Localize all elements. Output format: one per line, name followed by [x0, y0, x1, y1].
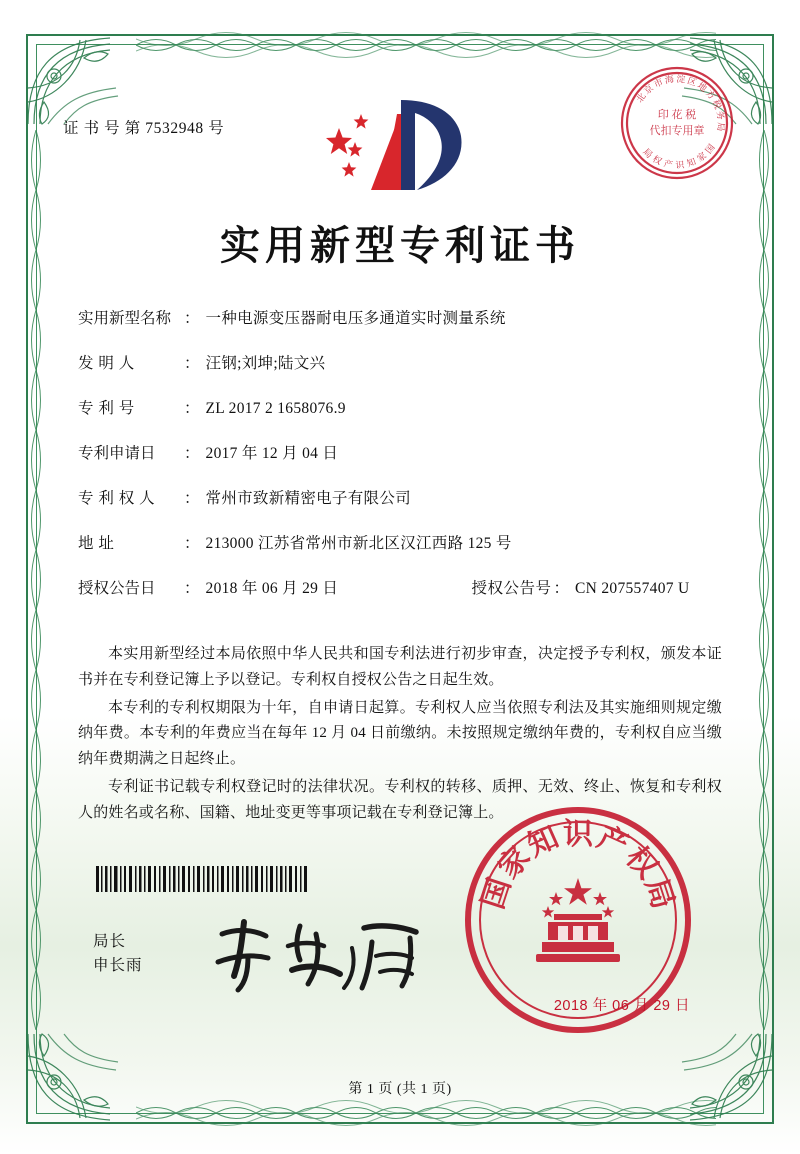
field-row-patentee	[78, 486, 722, 508]
svg-text:产: 产	[592, 820, 634, 864]
handwritten-signature-icon	[204, 912, 454, 998]
field-value: 213000 江苏省常州市新北区汉江西路 125 号	[205, 535, 512, 552]
svg-text:识: 识	[675, 159, 685, 171]
legal-paragraph: 本专利的专利权期限为十年，自申请日起算。专利权人应当依照专利法及其实施细则规定缴纳年费。本专利的年费应当在每年 12 月 04 日前缴纳。未按照规定缴纳年费的，专利权自应当缴纳年费期满之日起终止。	[78, 699, 722, 768]
field-value-announcement-number: CN 207557407 U	[575, 580, 690, 597]
field-label: 专 利 号	[78, 400, 135, 417]
field-colon: ：	[184, 310, 200, 327]
field-value: 一种电源变压器耐电压多通道实时测量系统	[205, 310, 506, 327]
svg-text:务: 务	[714, 110, 727, 121]
certificate-fields	[78, 306, 722, 621]
svg-text:税: 税	[710, 98, 724, 111]
svg-text:家: 家	[695, 150, 709, 164]
field-colon: ：	[184, 445, 200, 462]
certificate-content	[36, 44, 764, 1114]
svg-text:淀: 淀	[675, 73, 686, 85]
svg-text:产: 产	[662, 158, 674, 170]
field-colon: ：	[184, 400, 200, 417]
field-row-grant-announcement	[78, 576, 722, 598]
svg-text:京: 京	[642, 82, 656, 97]
field-row-application-date	[78, 441, 722, 463]
legal-paragraph: 专利证书记载专利权登记时的法律状况。专利权的转移、质押、无效、终止、恢复和专利权人的姓名或名称、国籍、地址变更等事项记载在专利登记簿上。	[78, 778, 722, 821]
barcode-icon	[96, 866, 308, 892]
field-value: ZL 2017 2 1658076.9	[205, 400, 346, 417]
svg-text:国: 国	[476, 874, 518, 913]
field-label: 专利申请日	[78, 445, 156, 462]
svg-text:权: 权	[619, 840, 664, 885]
field-label-announcement-number: 授权公告号	[471, 580, 552, 597]
svg-text:海: 海	[664, 73, 675, 86]
svg-text:局: 局	[638, 874, 680, 913]
svg-text:家: 家	[492, 840, 537, 885]
svg-text:局: 局	[641, 146, 655, 160]
svg-text:知: 知	[685, 156, 698, 169]
svg-text:局: 局	[715, 121, 727, 132]
seal-date: 2018 年 06 月 29 日	[553, 998, 690, 1014]
svg-text:权: 权	[650, 153, 664, 167]
svg-text:地: 地	[695, 80, 709, 94]
legal-text-block	[78, 642, 722, 829]
legal-paragraph: 本实用新型经过本局依照中华人民共和国专利法进行初步审查，决定授予专利权，颁发本证书并在专利登记簿上予以登记。专利权自授权公告之日起生效。	[78, 646, 722, 688]
tax-stamp-seal-icon	[618, 64, 736, 182]
svg-text:区: 区	[686, 75, 698, 88]
director-name: 申长雨	[93, 957, 143, 975]
field-label-grant-date: 授权公告日	[78, 580, 156, 597]
field-value: 常州市致新精密电子有限公司	[205, 490, 411, 507]
field-label: 发 明 人	[78, 355, 135, 372]
svg-text:代扣专用章: 代扣专用章	[649, 125, 705, 137]
page-title: 实用新型专利证书	[220, 223, 580, 268]
certificate-number: 证 书 号 第 7532948 号	[63, 120, 225, 137]
svg-text:方: 方	[703, 88, 718, 102]
field-colon: ：	[184, 580, 200, 597]
field-label: 专 利 权 人	[78, 490, 156, 507]
field-colon: ：	[184, 535, 200, 552]
director-label: 局长	[93, 933, 127, 950]
field-colon: ：	[184, 355, 200, 372]
cnipa-logo-icon	[305, 92, 495, 202]
field-value: 2017 年 12 月 04 日	[205, 445, 339, 462]
field-row-utility-model-name	[78, 306, 722, 328]
field-label: 实用新型名称	[78, 310, 172, 327]
field-colon: ：	[184, 490, 200, 507]
director-block	[93, 930, 143, 978]
svg-text:识: 识	[563, 818, 593, 851]
field-value: 汪钢;刘坤;陆文兴	[205, 355, 326, 372]
svg-text:国: 国	[703, 142, 717, 156]
svg-text:印 花 税: 印 花 税	[657, 109, 697, 121]
field-value-grant-date: 2018 年 06 月 29 日	[205, 580, 339, 597]
field-row-inventors	[78, 351, 722, 373]
field-row-patent-number	[78, 396, 722, 418]
field-row-address	[78, 531, 722, 553]
svg-text:知: 知	[522, 820, 564, 864]
page-footer: 第 1 页 (共 1 页)	[348, 1082, 452, 1097]
field-colon: ：	[553, 580, 570, 597]
field-label: 地 址	[78, 535, 115, 552]
svg-text:市: 市	[652, 76, 665, 90]
svg-text:北: 北	[634, 91, 648, 105]
